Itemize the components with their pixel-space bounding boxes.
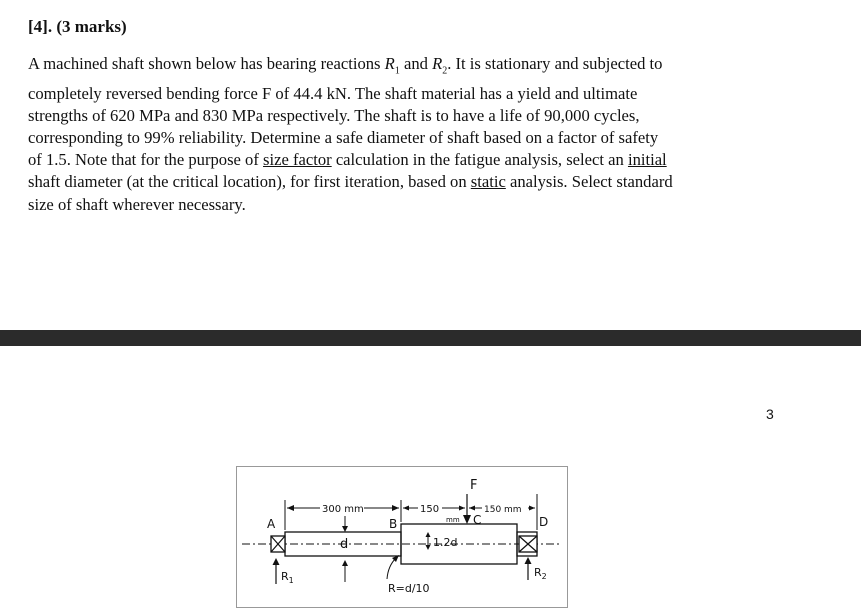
reaction-r1-arrow-icon: [273, 558, 280, 584]
shaft-diagram-svg: [236, 466, 568, 608]
question-line-5: of 1.5. Note that for the purpose of size factor calculation in the fatigue analysis, select an initial: [28, 150, 667, 170]
dim-bc-label: 150: [420, 504, 440, 515]
question-line-1: A machined shaft shown below has bearing reactions $R_1$ and $R_2$. It is stationary and subjected to: [28, 54, 663, 77]
question-line-4: corresponding to 99% reliability. Determine a safe diameter of shaft based on a factor of safety: [28, 127, 659, 147]
dim-cd-label: 150 mm: [484, 505, 522, 515]
question-line-3: strengths of 620 MPa and 830 MPa respectively. The shaft is to have a life of 90,000 cycles,: [28, 105, 640, 125]
question-line-7: size of shaft wherever necessary.: [28, 194, 246, 214]
shaft-diagram: [236, 466, 568, 608]
page-divider: [0, 330, 861, 346]
force-arrow-icon: [463, 494, 471, 524]
reaction-r2-label: $R_2$: [534, 566, 547, 581]
left-bearing-icon: [271, 536, 285, 552]
question-heading: [4]. (3 marks): [28, 17, 127, 36]
question-text: [28, 53, 798, 216]
dim-ab-label: 300 mm: [322, 504, 364, 515]
page-number: 3: [766, 406, 774, 422]
diameter-d-arrow-icon: [342, 516, 348, 532]
reaction-r2-symbol: $R_2$: [432, 54, 448, 77]
initial-underlined: initial: [627, 150, 667, 170]
question-line-6: shaft diameter (at the critical location), for first iteration, based on static analysis. Select standard: [28, 172, 673, 192]
reaction-r2-arrow-icon: [525, 557, 532, 580]
point-b-label: B: [389, 517, 398, 531]
size-factor-underlined: size factor: [263, 150, 332, 170]
diameter-large-label: 1.2d: [433, 536, 458, 549]
point-c-label: C: [473, 513, 482, 527]
section-arrow-icon: [342, 560, 348, 582]
question-line-2: completely reversed bending force F of 44.4 kN. The shaft material has a yield and ultimate: [28, 83, 638, 103]
static-underlined: static: [470, 172, 506, 192]
dim-bc-unit-label: mm: [446, 516, 460, 524]
point-d-label: D: [539, 515, 549, 529]
reaction-r1-label: $R_1$: [281, 570, 294, 585]
right-bearing-icon: [519, 536, 537, 552]
reaction-r1-symbol: $R_1$: [384, 54, 400, 77]
force-label: F: [470, 478, 478, 493]
fillet-radius-label: R=d/10: [388, 582, 430, 595]
diameter-small-label: d: [340, 537, 349, 552]
diameter-large-arrow-icon: [426, 532, 431, 550]
point-a-label: A: [267, 517, 276, 531]
fillet-leader-icon: [387, 555, 399, 579]
